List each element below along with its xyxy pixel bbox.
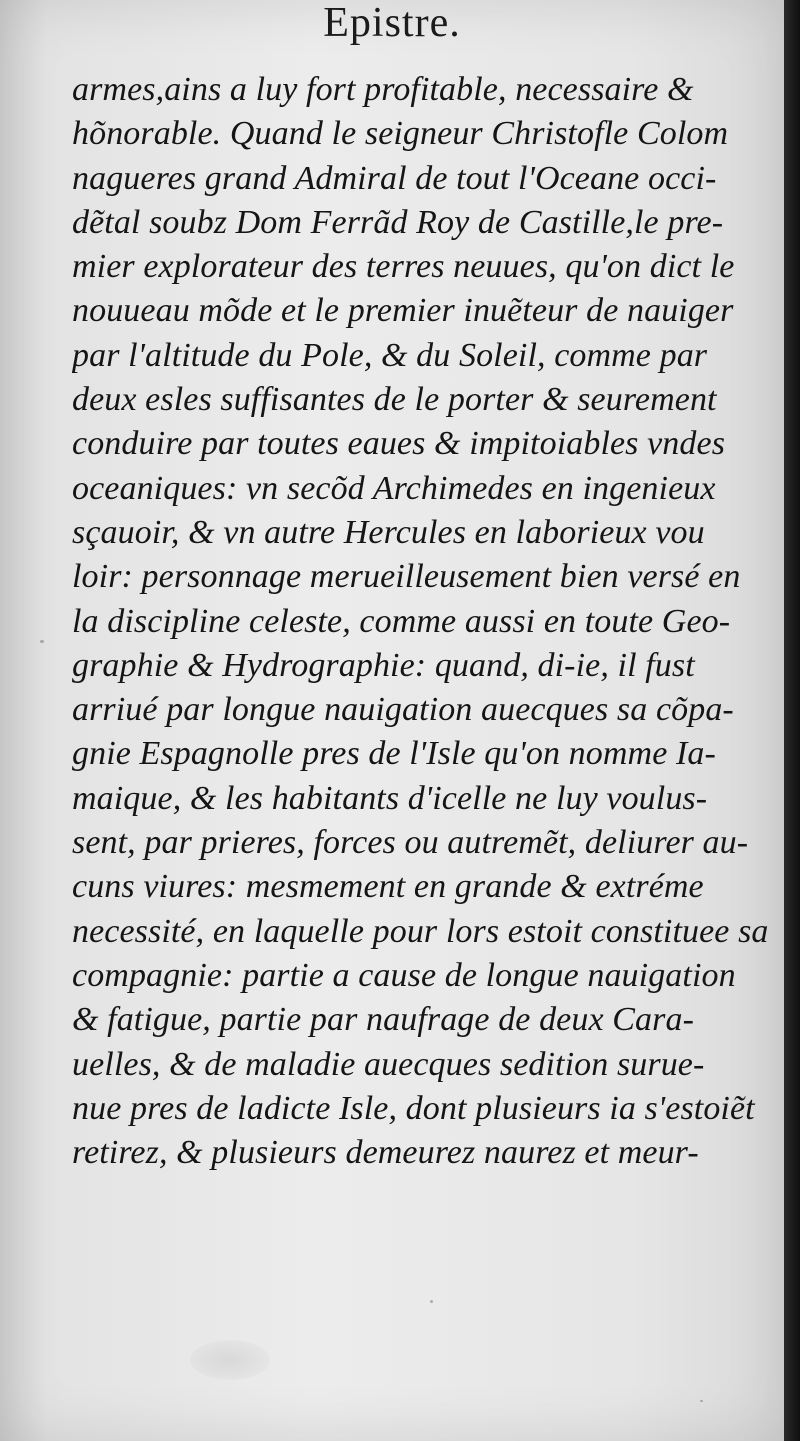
paper-speck (430, 1300, 433, 1303)
text-line: nue pres de ladicte Isle, dont plusieurs ia s'estoiẽt (72, 1089, 755, 1127)
text-line: graphie & Hydrographie: quand, di-ie, il fust (72, 646, 695, 684)
text-line: conduire par toutes eaues & impitoiables vndes (72, 425, 726, 463)
text-line: sçauoir, & vn autre Hercules en laborieux vou (72, 513, 705, 551)
page-edge-shadow (784, 0, 800, 1441)
text-line: gnie Espagnolle pres de l'Isle qu'on nomme Ia- (72, 735, 716, 773)
text-line: compagnie: partie a cause de longue nauigation (72, 956, 736, 994)
text-line: necessité, en laquelle pour lors estoit constituee sa (72, 912, 769, 950)
text-line: la discipline celeste, comme aussi en toute Geo- (72, 602, 731, 640)
text-line: armes,ains a luy fort profitable, necessaire & (72, 71, 694, 108)
text-line: retirez, & plusieurs demeurez naurez et meur- (72, 1134, 699, 1172)
text-line: & fatigue, partie par naufrage de deux Cara- (72, 1001, 694, 1039)
text-line: sent, par prieres, forces ou autremẽt, deliurer au- (72, 824, 749, 862)
text-line: deux esles suffisantes de le porter & seurement (72, 381, 717, 419)
page-text (72, 68, 772, 1175)
paper-speck (700, 1400, 703, 1402)
text-line: nagueres grand Admiral de tout l'Oceane occi- (72, 159, 717, 197)
text-line: loir: personnage merueilleusement bien versé en (72, 558, 741, 596)
text-line: arriué par longue nauigation auecques sa cõpa- (72, 691, 734, 729)
page-header: Epistre. (323, 0, 461, 46)
text-line: oceaniques: vn secõd Archimedes en ingenieux (72, 469, 716, 507)
text-line: hõnorable. Quand le seigneur Christofle Colom (72, 115, 729, 153)
text-line: mier explorateur des terres neuues, qu'on dict le (72, 248, 735, 286)
text-line: cuns viures: mesmement en grande & extréme (72, 868, 704, 906)
text-line: nouueau mõde et le premier inuẽteur de nauiger (72, 292, 734, 330)
text-line: uelles, & de maladie auecques sedition surue- (72, 1045, 705, 1083)
paper-speck (40, 640, 44, 643)
paper-stain (190, 1340, 270, 1380)
text-line: maique, & les habitants d'icelle ne luy voulus- (72, 779, 708, 817)
text-line: par l'altitude du Pole, & du Soleil, comme par (72, 336, 708, 374)
text-line: dẽtal soubz Dom Ferrãd Roy de Castille,le pre- (72, 203, 724, 241)
